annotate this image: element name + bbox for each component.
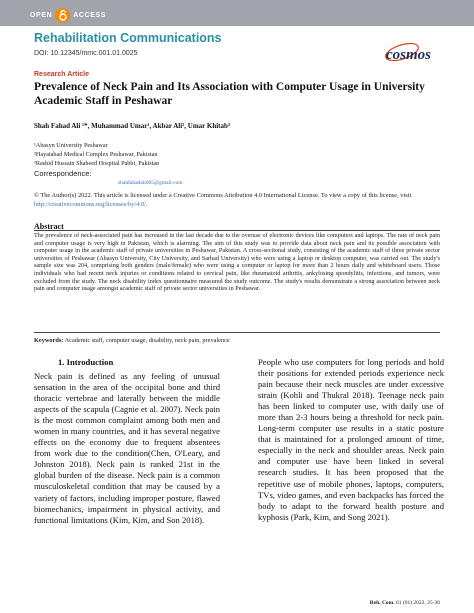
correspondence-label: Correspondence:	[34, 169, 92, 178]
license-text: © The Author(s) 2022. This article is licensed under a Creative Commons Attribution 4.0 International License. To view a copy of this license, visit	[34, 192, 412, 199]
open-access-label-left: OPEN	[30, 11, 53, 19]
journal-name: Rehabilitation Communications	[34, 31, 222, 45]
abstract-heading: Abstract	[34, 222, 64, 231]
affiliation-3: ³Rashid Hussain Shaheed Hospital Pabbi, Pakistan	[34, 160, 160, 167]
license-statement	[34, 192, 448, 209]
author-list: Shah Fahad Ali ¹*, Muhammad Umar¹, Akbar Ali², Umar Khitab³	[34, 122, 231, 130]
doi: DOI: 10.12345/mmc.001.01.0025	[34, 50, 138, 57]
license-end: .	[146, 200, 148, 208]
keywords-line	[34, 337, 230, 344]
publisher-logo	[380, 37, 442, 69]
article-type: Research Article	[34, 71, 89, 78]
abstract-bottom-rule	[34, 332, 440, 333]
abstract-text: The prevalence of neck-associated pain has increased in the last decade due to the overuse of electronic devices like computers and laptops. The rate of neck pain and computer usage is very high in Pakistan, which is alarming. The aim of this study was to provide data about neck pain and its possible association with computer usage in the academic staff of private universities in Peshawar, Pakistan. A cross-sectional study, consisting of the academic staff of three private sector universities of Peshawar (Abasyn University, City University, and Sarhad University) who were using a laptop or desktop computer, was carried out. The study's sample size was 204, comprising both genders (male/female) who were using a computer or laptop for more than 2 hours daily and whiteboard users. Those individuals who had recent neck injuries or conditions related to cervical pain, like rheumatoid arthritis, ankylosing spondylitis, infections, and tumors, were excluded from the study. The neck disability index questionnaire measured the study outcome. The study's results demonstrate a strong association between neck pain and computer usage amongst academic staff of private sector universities in Peshawar.	[34, 232, 440, 293]
logo-text: cosmos	[386, 47, 431, 63]
header-bar	[0, 0, 474, 26]
correspondence-email[interactable]: shahfahadali005@gmail.com	[118, 180, 183, 186]
introduction-heading: 1. Introduction	[58, 357, 114, 367]
abstract-top-rule	[34, 230, 440, 231]
open-access-lock-icon	[55, 8, 70, 23]
affiliation-2: ²Hayatabad Medical Complex Peshawar, Pakistan	[34, 151, 158, 158]
article-title: Prevalence of Neck Pain and Its Association with Computer Usage in University Academic Staff in Peshawar	[34, 81, 425, 107]
keywords-label: Keywords:	[34, 337, 64, 344]
page-footer	[370, 600, 440, 606]
body-right-column: People who use computers for long periods and hold their positions for extended periods experience neck pain because their neck muscles are under excessive strain (Kohli and Thukral 2018). Teenage neck pain has been linked to computer use, with daily use of more than 2-3 hours being a threshold for neck pain. Long-term computer use results in a static posture that is maintained for a prolonged amount of time, especially in the neck and shoulder areas. Neck pain and computer use have been linked in several research studies. It has been proposed that the repetitive use of mobile phones, laptops, computers, TVs, video games, and even backpacks has forced the body to adapt to the forward health posture and kyphosis (Park, Kim, and Song 2021).	[258, 357, 444, 522]
affiliation-1: ¹Abasyn University Peshawar	[34, 142, 108, 149]
open-access-label-right: ACCESS	[73, 11, 107, 19]
body-left-column: Neck pain is defined as any feeling of unusual sensation in the area of the occipital bone and third thoracic vertebrae and laterally between the middle aspects of the scapula (Cagnie et al. 2007). Neck pain is the most common complaint among both men and women in many countries, and it has several negative effects on the economy due to frequent absentees from work due to the condition(Chen, O'Leary, and Johnston 2018). Neck pain is ranked 21st in the global burden of the disease. Neck pain is a common musculoskeletal condition that may be caused by a variety of factors, including improper posture, flawed biomechanics, impairment in physical activity, and functional limitations (Kim, Kim, and Son 2018).	[34, 371, 220, 525]
footer-journal-abbr: Reh. Com.	[369, 600, 395, 606]
keywords-list: Academic staff, computer usage, disability, neck pain, prevalence	[64, 337, 230, 344]
open-access-badge	[30, 8, 106, 22]
footer-citation: 01 (01) 2022, 25-30	[394, 600, 440, 606]
license-link[interactable]: http://creativecommons.org/licenses/by/4.0/	[34, 200, 147, 208]
